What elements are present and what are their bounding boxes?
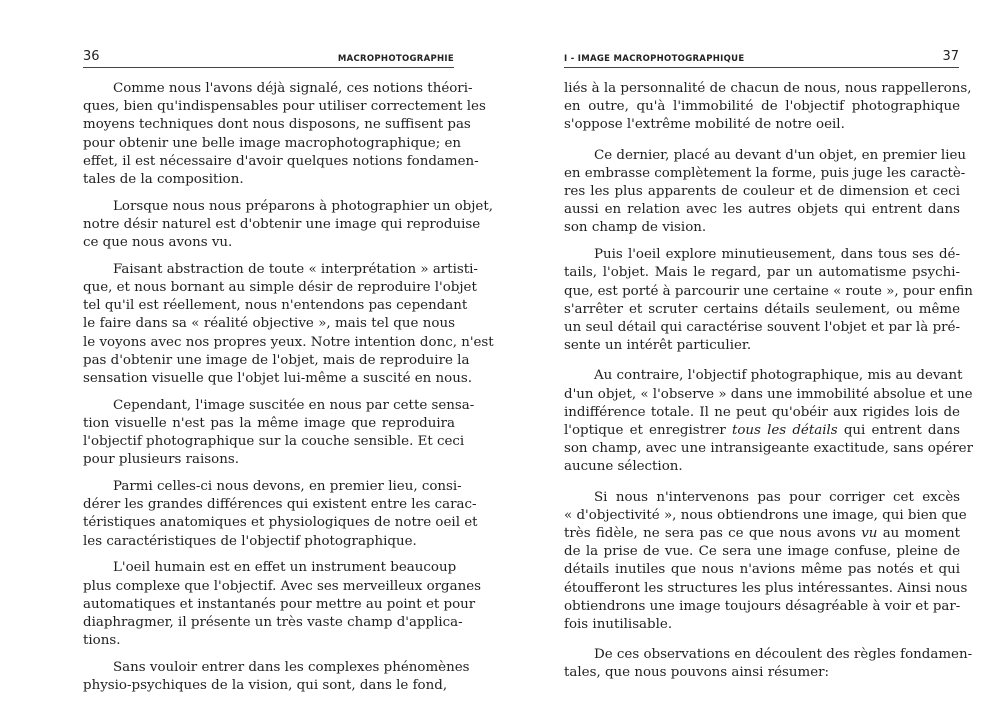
text-line: le voyons avec nos propres yeux. Notre intention donc, n'est [83,334,494,350]
text-line: fois inutilisable. [564,616,673,632]
text-line: tales, que nous pouvons ainsi résumer: [564,665,830,681]
italic-text: tous les détails [731,422,838,438]
running-head: I - IMAGE MACROPHOTOGRAPHIQUE [564,54,745,64]
text-line: Sans vouloir entrer dans les complexes phénomènes [113,659,470,675]
paragraph [83,198,493,253]
text-line: liés à la personnalité de chacun de nous, nous rappellerons, [564,81,972,96]
text-line: ques, bien qu'indispensables pour utiliser correctement les [83,99,486,115]
text-line: Puis l'oeil explore minutieusement, dans tous ses dé- [594,247,960,263]
paragraph [83,80,486,189]
text-line: moyens techniques dont nous disposons, ne suffisent pas [83,117,471,133]
text-line: diaphragmer, il présente un très vaste champ d'applica- [83,614,463,630]
text-line: Comme nous l'avons déjà signalé, ces notions théori- [113,81,473,96]
text-line: téristiques anatomiques et physiologiques de notre oeil et [83,515,478,531]
text-line: son champ de vision. [564,220,707,236]
page-number: 36 [83,49,100,64]
text-line: le faire dans sa « réalité objective », mais tel que nous [83,316,455,332]
text-line: plus complexe que l'objectif. Avec ses merveilleux organes [83,578,482,594]
paragraph [564,246,973,355]
italic-text: vu [861,525,878,541]
text-line: étoufferont les structures les plus intéressantes. Ainsi nous [564,580,968,596]
text-line: tion visuelle n'est pas la même image que reproduira [83,415,455,431]
text-line: L'oeil humain est en effet un instrument beaucoup [113,560,457,576]
paragraph [83,397,475,470]
text-line: tions. [83,633,121,649]
text-line: « d'objectivité », nous obtiendrons une image, qui bien que [564,507,967,523]
paragraph [564,147,967,238]
left-page-body [83,80,494,704]
paragraph [83,478,478,551]
text-line: obtiendrons une image toujours désagréable à voir et par- [564,598,961,614]
text-line: Lorsque nous nous préparons à photographier un objet, [113,198,493,214]
text-line: De ces observations en découlent des règles fondamen- [594,647,973,663]
left-page-header [83,46,454,68]
text-line: sensation visuelle que l'objet lui-même a suscité en nous. [83,371,472,387]
text-line: détails inutiles que nous n'avions même pas notés et qui [564,562,960,578]
text-line: Faisant abstraction de toute « interprétation » artisti- [113,261,478,277]
paragraph [564,646,973,682]
text-line: les caractéristiques de l'objectif photographique. [83,533,417,549]
right-page-body [564,80,974,691]
paragraph [564,80,972,135]
text-line: pour plusieurs raisons. [83,452,239,468]
paragraph [83,261,494,388]
text-line: l'objectif photographique sur la couche sensible. Et ceci [83,434,465,450]
text-line: ce que nous avons vu. [83,235,233,251]
paragraph [83,659,470,695]
text-line: Cependant, l'image suscitée en nous par cette sensa- [113,397,475,413]
text-line: Ce dernier, placé au devant d'un objet, en premier lieu [594,147,967,163]
text-line: en outre, qu'à l'immobilité de l'objectif photographique [564,99,960,115]
text-line: res les plus apparents de couleur et de dimension et ceci [564,184,960,200]
text-line: aucune sélection. [564,459,683,475]
text-line: dérer les grandes différences qui existent entre les carac- [83,497,477,513]
text-line: que, est porté à parcourir une certaine « route », pour enfin [564,283,973,299]
text-line: Au contraire, l'objectif photographique, mis au devant [594,368,963,384]
text-line: d'un objet, « l'observe » dans une immobilité absolue et une [564,386,973,402]
right-page [500,0,1000,719]
text-line: notre désir naturel est d'obtenir une image qui reproduise [83,216,481,232]
running-head: MACROPHOTOGRAPHIE [337,54,454,64]
text-line: l'optique et enregistrer tous les détails qui entrent dans [564,422,960,438]
text-line: tales de la composition. [83,172,244,188]
text-line: pas d'obtenir une image de l'objet, mais de reproduire la [83,352,470,368]
text-line: s'oppose l'extrême mobilité de notre oeil. [564,117,845,133]
text-line: très fidèle, ne sera pas ce que nous avons vu au moment [564,525,960,541]
paragraph [83,559,482,650]
text-line: aussi en relation avec les autres objets qui entrent dans [564,202,960,218]
text-line: sente un intérêt particulier. [564,338,752,354]
right-page-header [564,46,959,68]
text-line: tails, l'objet. Mais le regard, par un automatisme psychi- [564,265,960,281]
text-line: Parmi celles-ci nous devons, en premier lieu, consi- [113,479,462,495]
text-line: en embrasse complètement la forme, puis juge les caractè- [564,165,966,181]
text-line: un seul détail qui caractérise souvent l'objet et par là pré- [564,319,960,335]
paragraph [564,489,968,635]
page-number: 37 [942,49,959,64]
text-line: que, et nous bornant au simple désir de reproduire l'objet [83,280,477,296]
text-line: son champ, avec une intransigeante exactitude, sans opérer [564,441,974,457]
text-line: effet, il est nécessaire d'avoir quelques notions fondamen- [83,153,479,169]
text-line: indifférence totale. Il ne peut qu'obéir aux rigides lois de [564,404,960,420]
text-line: s'arrêter et scruter certains détails seulement, ou même [564,301,960,317]
text-line: physio-psychiques de la vision, qui sont, dans le fond, [83,678,448,694]
text-line: de la prise de vue. Ce sera une image confuse, pleine de [564,544,960,560]
text-line: Si nous n'intervenons pas pour corriger cet excès [594,489,960,505]
text-line: automatiques et instantanés pour mettre au point et pour [83,596,476,612]
text-line: pour obtenir une belle image macrophotographique; en [83,135,462,151]
text-line: tel qu'il est réellement, nous n'entendons pas cependant [83,298,468,314]
paragraph [564,367,974,476]
